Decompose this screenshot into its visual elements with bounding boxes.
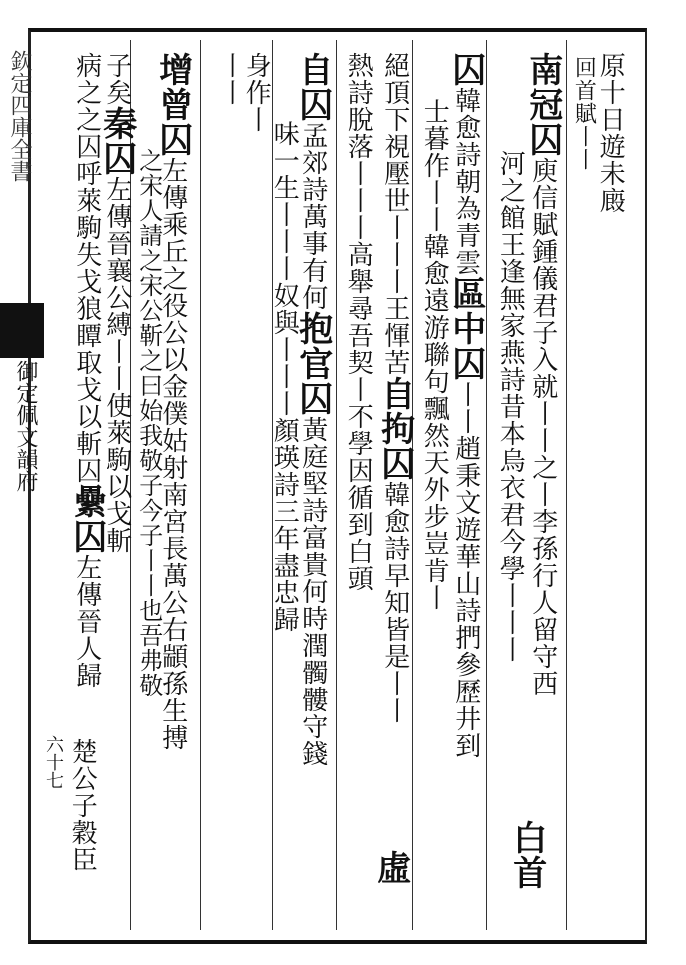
entry-text: 黃庭堅詩富貴何時潤髑髏守錢 — [297, 416, 328, 767]
entry-text: 左傳乘丘之役公以金僕姑射南宮長萬公右顓孫生搏 — [157, 157, 188, 751]
entry-text: 丨丨趙秉文遊華山詩捫參歷井到 — [450, 381, 481, 759]
column-rule — [486, 40, 487, 930]
entry-headword: 秦囚 — [96, 106, 137, 176]
entry-text: 韓愈詩朝為青雲 — [450, 87, 481, 276]
entry-headword-baishou: 白首 — [506, 820, 547, 890]
spine-top-text: 欽定四庫全書 — [7, 50, 32, 182]
text-column-1: 原十日遊未廄 — [595, 52, 626, 214]
text-column-10 — [268, 120, 299, 633]
entry-headword: 纍囚 — [66, 484, 107, 554]
entry-text: 熱詩脫落丨丨丨高舉尋吾契 — [343, 52, 374, 376]
entry-headword: 囚 — [445, 52, 486, 87]
text-column-7 — [374, 52, 415, 724]
entry-text: 病之 — [71, 52, 102, 106]
text-column-11: 身作丨 — [241, 52, 272, 133]
spine-book-title: 御定佩文韻府 — [13, 360, 38, 492]
text-column-3 — [522, 52, 563, 697]
entry-text: 韓愈詩早知皆是丨丨 — [379, 481, 410, 724]
column-rule — [336, 40, 337, 930]
entry-text: 絕頂下視壓世丨丨丨王惲苦 — [379, 52, 410, 376]
entry-text: 之囚呼萊駒失戈狼瞫取戈以斬囚 — [71, 106, 102, 484]
page-number: 六十七 — [43, 735, 64, 789]
entry-text: 士暮作丨丨 — [419, 98, 450, 233]
text-column-5 — [445, 52, 486, 759]
entry-headword: 南冠囚 — [522, 52, 563, 157]
column-rule — [200, 40, 201, 930]
entry-headword-xu: 虛 — [370, 850, 411, 885]
entry-text: 左傳晉人歸 — [71, 554, 102, 689]
entry-text: 庾信賦鍾儀君子入就丨丨之丨李孫行人留守西 — [527, 157, 558, 697]
text-column-17: 楚公子穀臣 — [67, 738, 98, 873]
text-column-16 — [66, 52, 107, 689]
column-rule — [566, 40, 567, 930]
entry-text: 奴與丨丨丨顏瑛詩三年盡忠歸 — [269, 282, 300, 633]
text-column-14: 之宋人請之宋公靳之曰始我敬子今子丨丨也吾弗敬 — [134, 148, 163, 698]
entry-text: 孟郊詩萬事有何 — [297, 122, 328, 311]
spine-fishtail — [0, 303, 44, 358]
text-column-8 — [342, 52, 373, 592]
book-spine — [0, 40, 38, 910]
entry-text: 味一生丨丨丨 — [269, 120, 300, 282]
entry-text: 丨不學因循到白頭 — [343, 376, 374, 592]
text-column-6 — [418, 98, 449, 611]
entry-headword: 增曾囚 — [152, 52, 193, 157]
entry-headword: 自囚 — [292, 52, 333, 122]
entry-text: 左傳晉襄公縛丨丨使萊駒以戈斬 — [101, 176, 132, 554]
entry-text: 子矣 — [101, 52, 132, 106]
entry-headword: 區中囚 — [445, 276, 486, 381]
entry-headword: 抱官囚 — [292, 311, 333, 416]
text-column-4: 河之館王逢無家燕詩昔本烏衣君今學丨丨丨 — [495, 150, 526, 663]
entry-text: 韓愈遠游聯句飄然天外步豈肯丨 — [419, 233, 450, 611]
text-column-2: 回首賦丨丨 — [571, 56, 597, 171]
text-column-12: 丨丨 — [215, 52, 246, 106]
entry-headword: 自拘囚 — [374, 376, 415, 481]
